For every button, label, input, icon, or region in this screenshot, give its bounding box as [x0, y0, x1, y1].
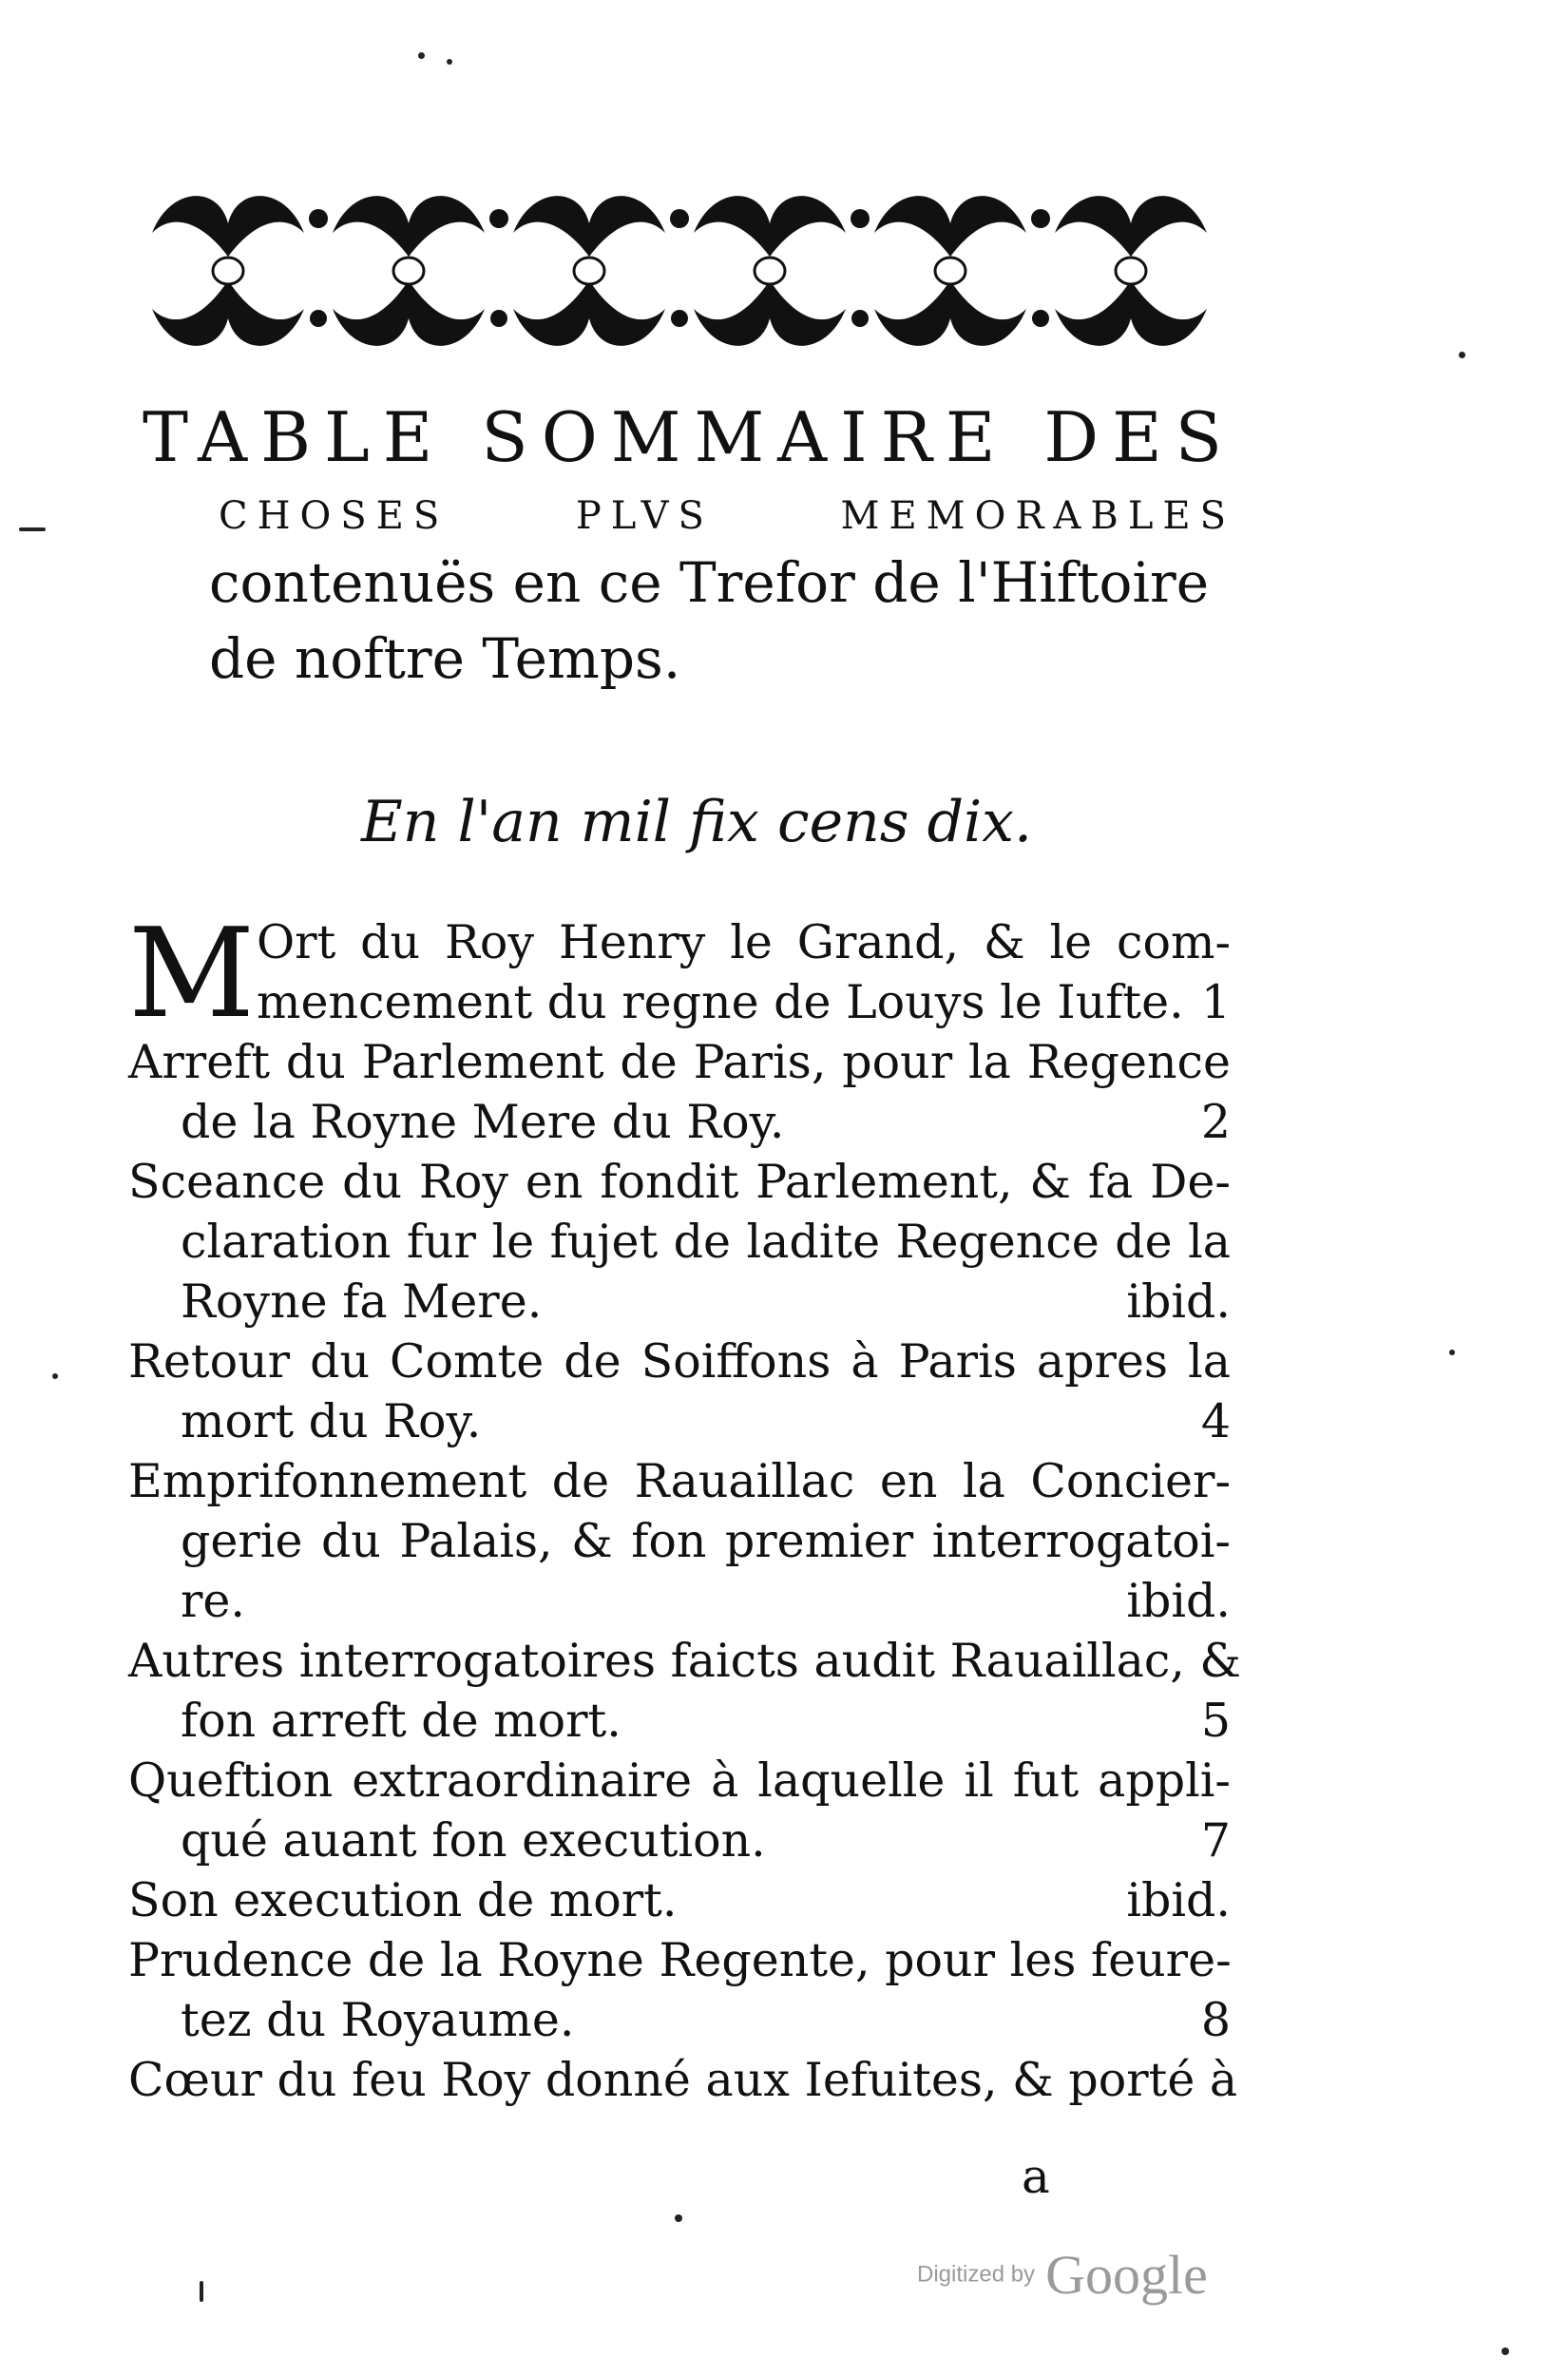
catchword: a: [1022, 2149, 1050, 2204]
scan-speck: [1459, 352, 1465, 358]
digitization-watermark: [917, 2243, 1208, 2307]
table-entry: [128, 1751, 1231, 1870]
page-reference: ibid.: [1126, 1574, 1231, 1628]
entry-line: Ort du Roy Henry le Grand, & le com-: [257, 915, 1231, 969]
entry-line: [128, 1571, 1231, 1631]
entry-line: Emprifonnement de Rauaillac en la Concier-: [128, 1454, 1231, 1508]
page-reference: 8: [1200, 1993, 1231, 2047]
table-entry: [128, 1930, 1231, 2050]
entry-line: Sceance du Roy en fondit Parlement, & fa De-: [128, 1155, 1231, 1209]
entry-line: gerie du Palais, & fon premier interrogatoi-: [181, 1514, 1231, 1568]
entry-line: [128, 1990, 1231, 2050]
scan-speck: [1501, 2347, 1509, 2355]
entry-line: [128, 1092, 1231, 1152]
entry-line-text: tez du Royaume.: [181, 1993, 575, 2047]
page-reference: 4: [1200, 1394, 1231, 1448]
entry-line: [128, 1691, 1231, 1751]
table-entry: [128, 1152, 1231, 1332]
page-reference: 5: [1200, 1694, 1231, 1748]
title-line-3: contenuës en ce Trefor de l'Hiftoire: [209, 550, 1210, 615]
page-reference: 7: [1200, 1813, 1231, 1868]
table-entry: [128, 1870, 1231, 1930]
entry-line: [128, 1391, 1231, 1451]
title-word: PLVS: [575, 494, 714, 538]
entry-line-text: re.: [181, 1574, 245, 1628]
ornament-row-bottom: [152, 280, 1207, 346]
table-entry: [128, 1451, 1231, 1631]
entry-line: [128, 1272, 1231, 1332]
table-entry: [128, 1032, 1231, 1152]
table-entry: [128, 1332, 1231, 1451]
scan-speck: [447, 59, 452, 65]
title-line-2: [143, 488, 1235, 545]
entry-line: [128, 1811, 1231, 1870]
scan-speck: [1449, 1350, 1455, 1355]
entry-line-text: de la Royne Mere du Roy.: [181, 1095, 785, 1149]
title-line-4: de noftre Temps.: [209, 626, 681, 691]
entry-line: Arreft du Parlement de Paris, pour la Regence: [128, 1035, 1231, 1089]
table-entries: [128, 901, 1242, 2110]
entry-line: Cœur du feu Roy donné aux Iefuites, & porté à: [128, 2053, 1238, 2107]
entry-line: Queftion extraordinaire à laquelle il fut appli-: [128, 1753, 1231, 1808]
scan-speck: [418, 52, 425, 59]
scan-speck: [19, 527, 46, 531]
drop-cap: M: [128, 901, 256, 1045]
title-word: CHOSES: [219, 494, 449, 538]
title-word: DES: [1043, 397, 1235, 477]
entry-line-text: Royne fa Mere.: [181, 1274, 543, 1329]
entry-line: Retour du Comte de Soiffons à Paris apres la: [128, 1334, 1231, 1389]
page-reference: 1: [1200, 975, 1231, 1029]
entry-line-text: fon arreft de mort.: [181, 1694, 621, 1748]
entry-line-text: mort du Roy.: [181, 1394, 482, 1448]
title-word: SOMMAIRE: [481, 397, 1009, 477]
ornament-centers: [213, 258, 1146, 284]
title-line-1: [143, 394, 1235, 480]
entry-line: [128, 972, 1231, 1032]
page-reference: ibid.: [1126, 1274, 1231, 1329]
ornament-row-top: [152, 196, 1207, 257]
scan-speck: [200, 2281, 203, 2302]
table-entry: [128, 901, 1231, 1045]
entry-line-text: qué auant fon execution.: [181, 1813, 766, 1868]
entry-line: [128, 1870, 1231, 1930]
page-reference: 2: [1200, 1095, 1231, 1149]
table-entry: [128, 1631, 1242, 1751]
page-reference: ibid.: [1126, 1873, 1231, 1927]
watermark-brand: Google: [1045, 2244, 1208, 2306]
decorative-ornament-band: [133, 166, 1235, 366]
scan-speck: [675, 2214, 682, 2222]
entry-line-text: Son execution de mort.: [128, 1873, 678, 1927]
title-word: MEMORABLES: [840, 494, 1235, 538]
title-word: TABLE: [143, 397, 447, 477]
watermark-prefix: Digitized by: [917, 2261, 1036, 2288]
table-entry: [128, 2050, 1238, 2110]
entry-line-text: mencement du regne de Louys le Iufte.: [257, 975, 1184, 1029]
table-title: [143, 394, 1235, 697]
entry-line: claration fur le fujet de ladite Regence de la: [181, 1215, 1231, 1269]
entry-line: Prudence de la Royne Regente, pour les feure-: [128, 1933, 1232, 1987]
scan-speck: [52, 1373, 58, 1379]
entry-line: Autres interrogatoires faicts audit Rauaillac, &: [128, 1634, 1242, 1688]
year-heading: En l'an mil fix cens dix.: [361, 789, 1033, 855]
